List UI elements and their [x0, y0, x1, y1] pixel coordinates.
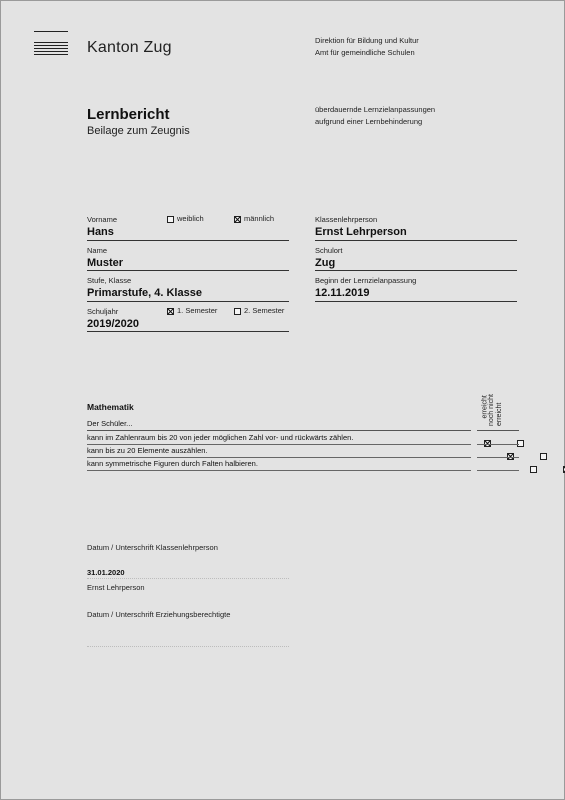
department-line-1: Direktion für Bildung und Kultur — [315, 36, 419, 45]
objective-row-2-not-reached-checkbox[interactable] — [540, 453, 547, 460]
gender-option-weiblich[interactable]: weiblich — [167, 214, 204, 223]
teacher-signature-date: 31.01.2020 — [87, 568, 125, 577]
document-note-line-2: aufgrund einer Lernbehinderung — [315, 117, 423, 126]
name-label: Name — [87, 246, 108, 255]
semester-1-checkbox[interactable] — [167, 308, 174, 315]
stufe-label: Stufe, Klasse — [87, 276, 132, 285]
teacher-signature-label: Datum / Unterschrift Klassenlehrperson — [87, 543, 218, 552]
guardian-signature-line[interactable] — [87, 646, 289, 647]
stufe-value: Primarstufe, 4. Klasse — [87, 287, 202, 299]
schulort-value: Zug — [315, 257, 336, 269]
canton-logo-icon — [34, 31, 68, 57]
schulort-underline — [315, 270, 517, 271]
maennlich-checkbox[interactable] — [234, 216, 241, 223]
schulort-label: Schulort — [315, 246, 343, 255]
table-row-line-right — [477, 444, 519, 445]
beginn-underline — [315, 301, 517, 302]
department-line-2: Amt für gemeindliche Schulen — [315, 48, 415, 57]
name-value: Muster — [87, 257, 124, 269]
table-row-line-right — [477, 470, 519, 471]
klassenlehrperson-label: Klassenlehrperson — [315, 215, 378, 224]
weiblich-checkbox[interactable] — [167, 216, 174, 223]
table-header-line — [87, 430, 471, 431]
name-underline — [87, 270, 289, 271]
stufe-underline — [87, 301, 289, 302]
semester-option-1[interactable]: 1. Semester — [167, 306, 217, 315]
table-row-line-right — [477, 457, 519, 458]
schuljahr-label: Schuljahr — [87, 307, 119, 316]
table-header-line-right — [477, 430, 519, 431]
teacher-signature-line — [87, 578, 289, 579]
vorname-label: Vorname — [87, 215, 118, 224]
guardian-signature-label: Datum / Unterschrift Erziehungsberechtigte — [87, 610, 231, 619]
subject-intro: Der Schüler... — [87, 419, 133, 428]
column-header-reached: erreicht — [481, 395, 489, 419]
objective-row-3-text: kann symmetrische Figuren durch Falten halbieren. — [87, 459, 258, 468]
logo-text: Kanton Zug — [87, 39, 172, 56]
schuljahr-underline — [87, 331, 289, 332]
objective-row-2-text: kann bis zu 20 Elemente auszählen. — [87, 446, 208, 455]
semester-2-checkbox[interactable] — [234, 308, 241, 315]
beginn-value: 12.11.2019 — [315, 287, 370, 299]
vorname-underline — [87, 240, 289, 241]
subject-name: Mathematik — [87, 402, 134, 412]
table-row-line — [87, 470, 471, 471]
schuljahr-value: 2019/2020 — [87, 318, 139, 330]
klassenlehrperson-underline — [315, 240, 517, 241]
document-note-line-1: überdauernde Lernzielanpassungen — [315, 105, 436, 114]
table-row-line — [87, 457, 471, 458]
objective-row-1-text: kann im Zahlenraum bis 20 von jeder möglichen Zahl vor- und rückwärts zählen. — [87, 433, 354, 442]
document-subtitle: Beilage zum Zeugnis — [87, 125, 190, 137]
document-title: Lernbericht — [87, 106, 170, 123]
klassenlehrperson-value: Ernst Lehrperson — [315, 226, 407, 238]
vorname-value: Hans — [87, 226, 114, 238]
teacher-signature-name: Ernst Lehrperson — [87, 583, 145, 592]
column-header-not-reached: noch nicht erreicht — [488, 394, 503, 426]
semester-option-2[interactable]: 2. Semester — [234, 306, 284, 315]
beginn-label: Beginn der Lernzielanpassung — [315, 276, 417, 285]
gender-option-maennlich[interactable]: männlich — [234, 214, 274, 223]
table-row-line — [87, 444, 471, 445]
objective-row-3-reached-checkbox[interactable] — [530, 466, 537, 473]
